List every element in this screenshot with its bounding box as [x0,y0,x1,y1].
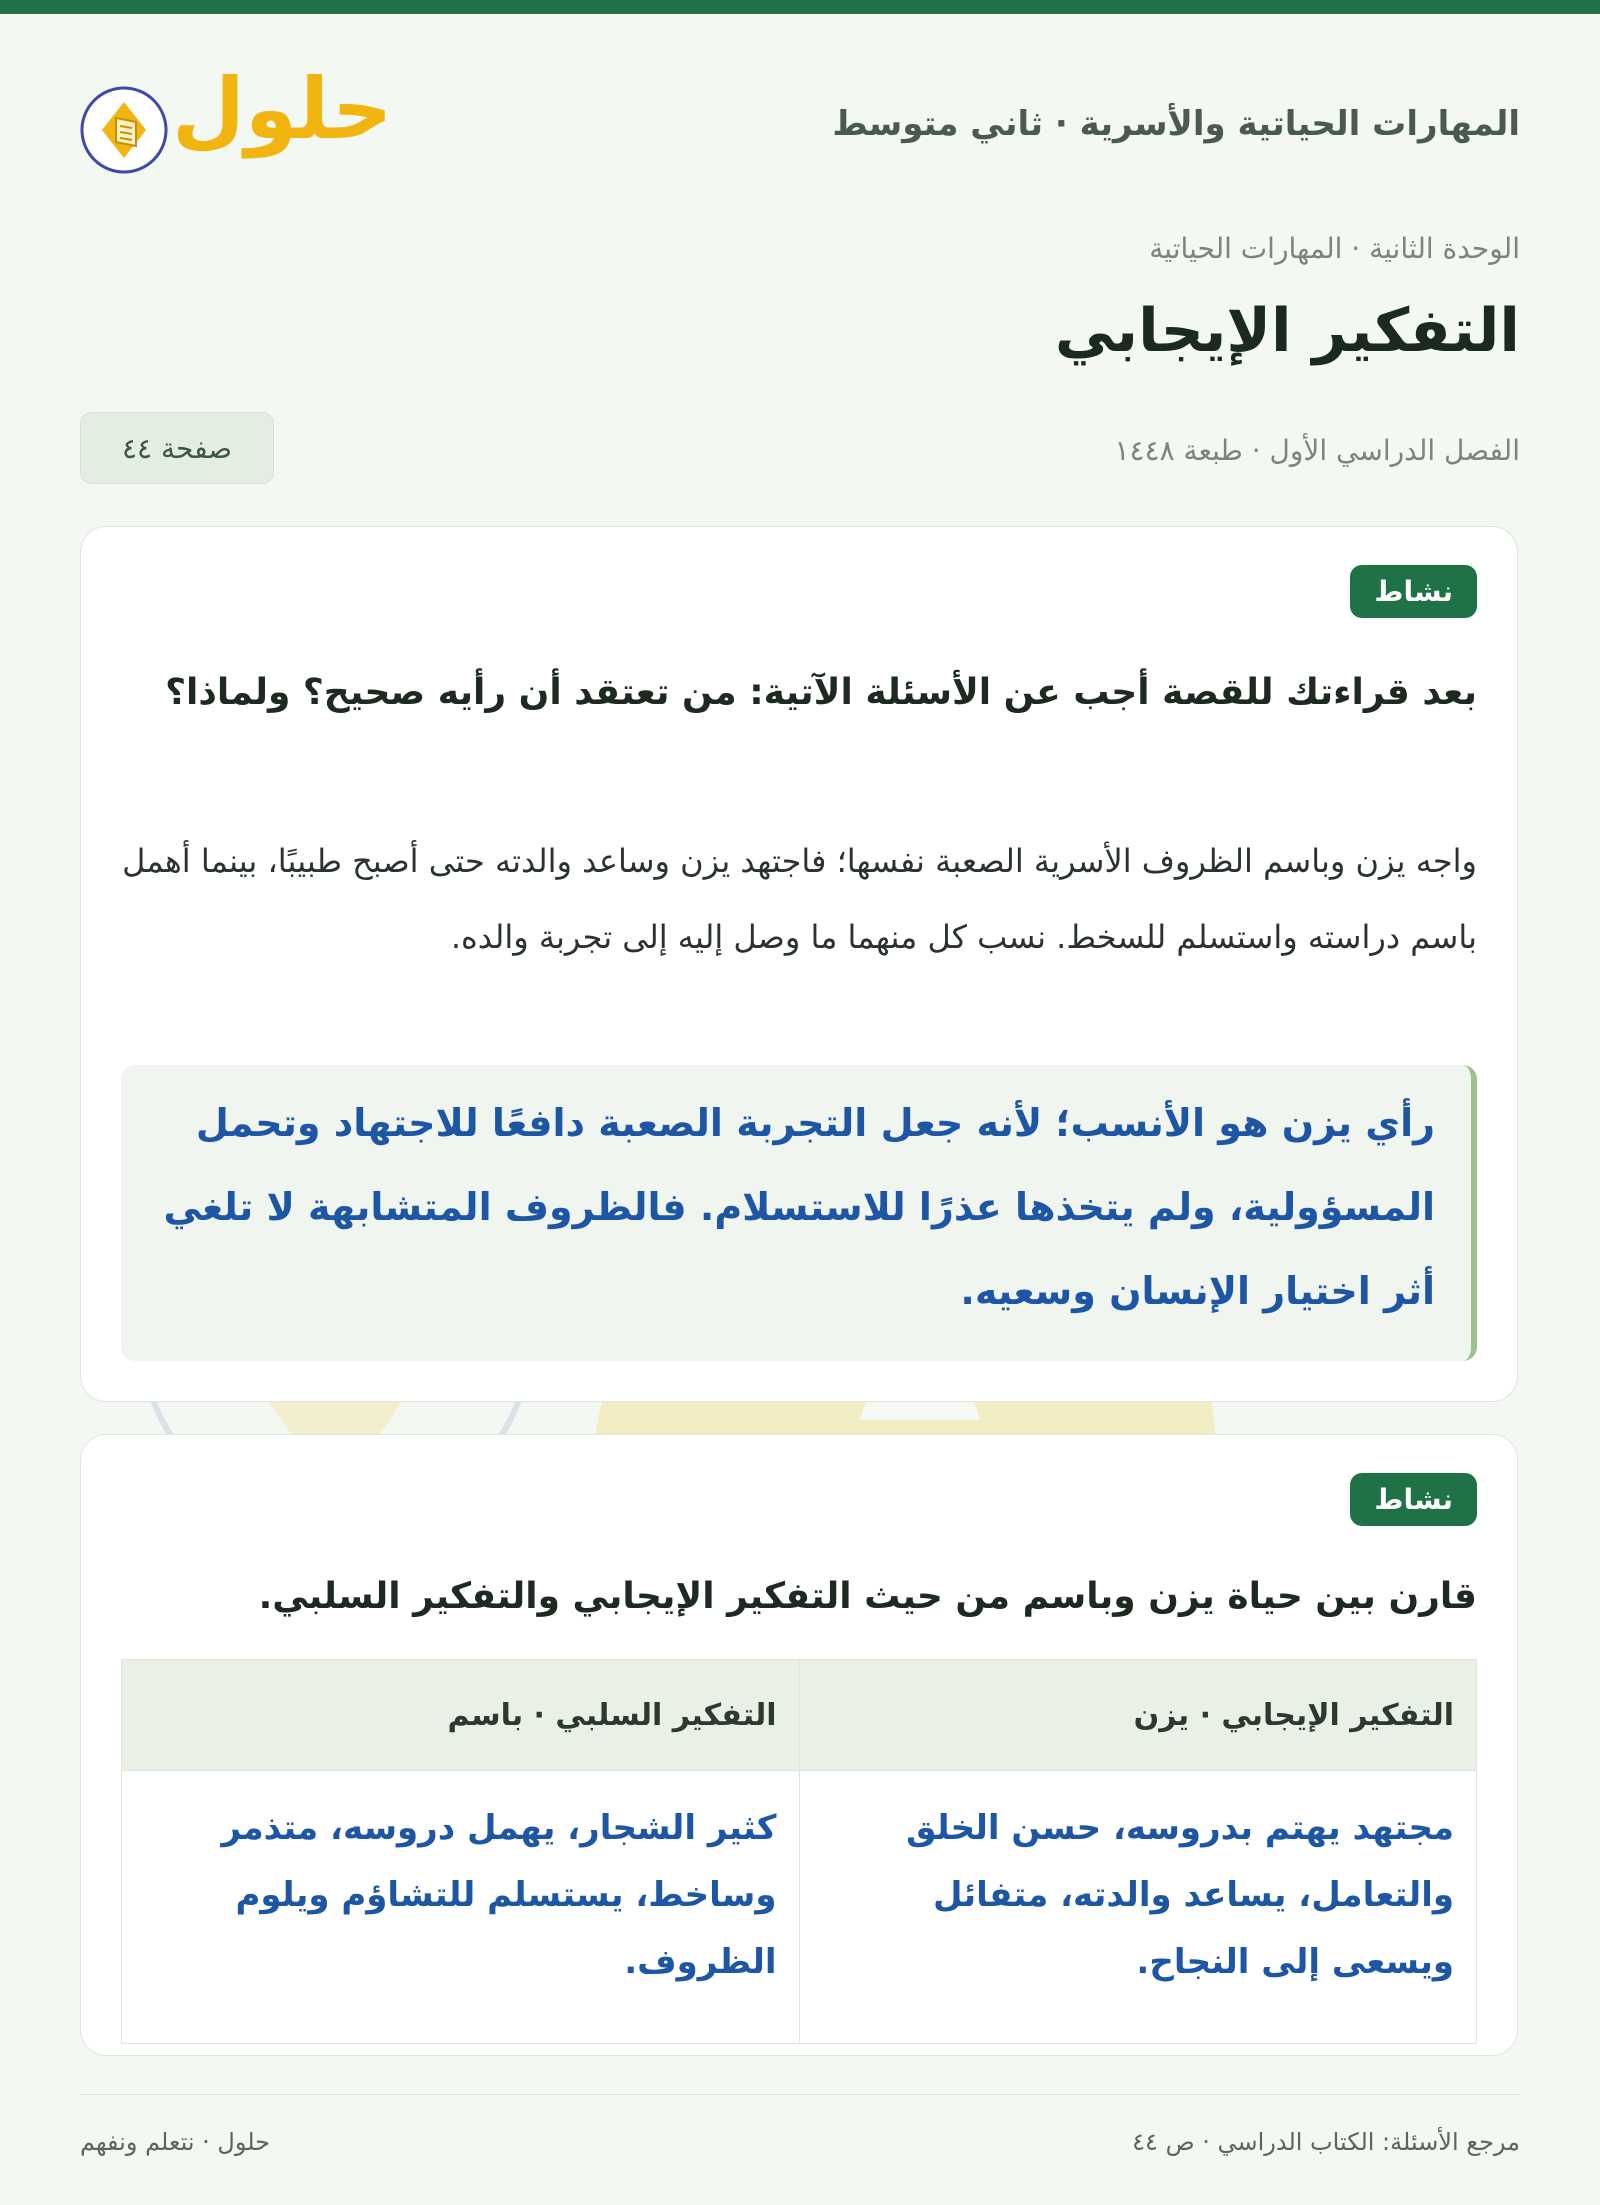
activity-card-2 [80,1434,1518,2056]
book-emblem-icon [80,64,170,184]
answer-box [121,1065,1477,1361]
table-header-row [122,1660,1477,1771]
footer-reference: مرجع الأسئلة: الكتاب الدراسي · ص ٤٤ [1132,2128,1520,2156]
story-passage: واجه يزن وباسم الظروف الأسرية الصعبة نفسها؛ فاجتهد يزن وساعد والدته حتى أصبح طبيبًا، بينما أهمل باسم دراسته واستسلم للسخط. نسب كل منهما ما وصل إليه إلى تجربة والده. [122,842,1477,956]
answer-text: رأي يزن هو الأنسب؛ لأنه جعل التجربة الصعبة دافعًا للاجتهاد وتحمل المسؤولية، ولم يتخذها عذرًا للاستسلام. فالظروف المتشابهة لا تلغي أثر اختيار الإنسان وسعيه. [163,1101,1435,1313]
cell-negative-thinking: كثير الشجار، يهمل دروسه، متذمر وساخط، يستسلم للتشاؤم ويلوم الظروف. [122,1771,800,2044]
breadcrumb: الوحدة الثانية · المهارات الحياتية [1149,232,1520,265]
activity-card-1 [80,526,1518,1402]
table-row [122,1771,1477,2044]
hulul-logo[interactable] [80,60,393,184]
page-title: التفكير الإيجابي [1054,296,1520,366]
activity-badge: نشاط [1350,565,1477,618]
term-info: الفصل الدراسي الأول · طبعة ١٤٤٨ [1114,434,1520,467]
page-header [80,60,1520,184]
page-number-badge: صفحة ٤٤ [80,412,274,484]
column-header-negative: التفكير السلبي · باسم [122,1660,800,1771]
cell-positive-thinking: مجتهد يهتم بدروسه، حسن الخلق والتعامل، يساعد والدته، متفائل ويسعى إلى النجاح. [799,1771,1477,2044]
column-header-positive: التفكير الإيجابي · يزن [799,1660,1477,1771]
activity-badge: نشاط [1350,1473,1477,1526]
footer-brand: حلول · نتعلم ونفهم [80,2128,270,2156]
top-accent-bar [0,0,1600,14]
activity-question: قارن بين حياة يزن وباسم من حيث التفكير الإيجابي والتفكير السلبي. [258,1576,1477,1617]
comparison-table [121,1659,1477,2044]
activity-question: بعد قراءتك للقصة أجب عن الأسئلة الآتية: من تعتقد أن رأيه صحيح؟ ولماذا؟ [165,672,1477,713]
subject-title: المهارات الحياتية والأسرية · ثاني متوسط [832,104,1520,144]
footer-divider [80,2094,1520,2095]
logo-wordmark: حلول [172,60,393,158]
